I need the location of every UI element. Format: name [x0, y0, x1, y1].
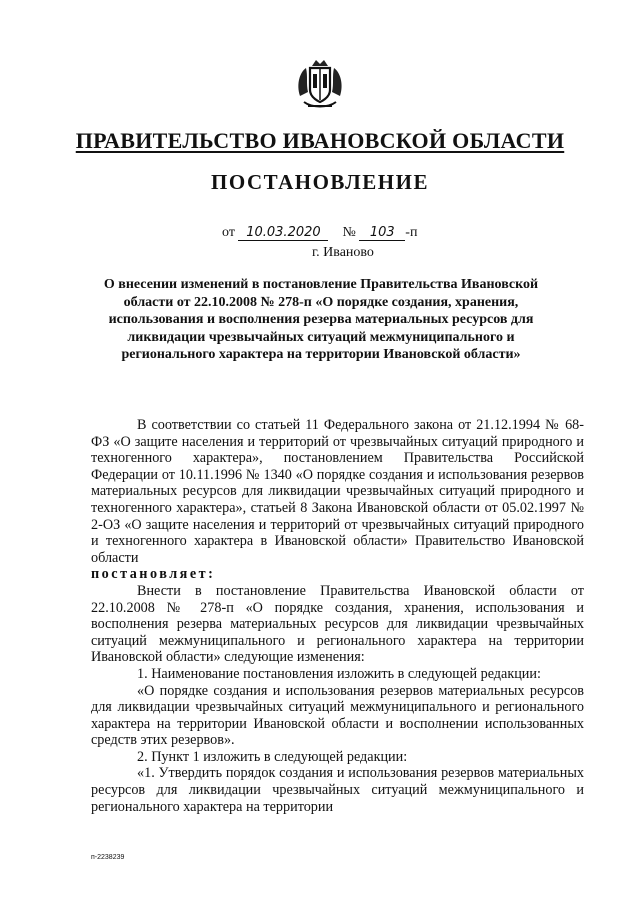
number-sign: №	[342, 225, 356, 240]
handwritten-number: 103	[359, 225, 405, 241]
city-label: г. Иваново	[312, 245, 374, 260]
paragraph-5: «1. Утвердить порядок создания и использования резервов материальных ресурсов для ликвидации чрезвычайных ситуаций межмуниципального и регионального характера на территории	[91, 765, 584, 815]
preamble-paragraph: В соответствии со статьей 11 Федерального закона от 21.12.1994 № 68-ФЗ «О защите населения и территорий от чрезвычайных ситуаций природного и техногенного характера», постановлением Правительства Российской Федерации от 10.11.1996 № 1340 «О порядке создания и использования резервов материальных ресурсов для ликвидации чрезвычайных ситуаций природного и техногенного характера», статьей 8 Закона Ивановской области от 05.02.1997 № 2-ОЗ «О защите населения и территорий от чрезвычайных ситуаций природного и техногенного характера в Ивановской области» Правительство Ивановской области	[91, 417, 584, 566]
document-body	[91, 417, 584, 815]
resolves-line: постановляет:	[91, 566, 216, 583]
handwritten-date: 10.03.2020	[238, 225, 328, 241]
paragraph-1: Внести в постановление Правительства Ивановской области от 22.10.2008 № 278-п «О порядке создания, хранения, использования и восполнения резерва материальных ресурсов для ликвидации чрезвычайных ситуаций межмуниципального и регионального характера на территории Ивановской области» следующие изменения:	[91, 582, 584, 666]
date-number-line	[222, 225, 417, 241]
paragraph-3: «О порядке создания и использования резервов материальных ресурсов для ликвидации чрезвычайных ситуаций межмуниципального и регионального характера на территории Ивановской области и восполнении использованных средств этих резервов».	[91, 682, 584, 749]
paragraph-4: 2. Пункт 1 изложить в следующей редакции:	[137, 748, 408, 765]
number-suffix: -п	[405, 225, 418, 240]
organization-title: ПРАВИТЕЛЬСТВО ИВАНОВСКОЙ ОБЛАСТИ	[75, 128, 565, 153]
date-prefix: от	[222, 225, 235, 240]
document-type-title: ПОСТАНОВЛЕНИЕ	[211, 170, 429, 194]
document-heading: О внесении изменений в постановление Правительства Ивановской области от 22.10.2008 № 278-п «О порядке создания, хранения, использования и восполнения резерва материальных ресурсов для ликвидации чрезвычайных ситуаций межмуниципального и регионального характера на территории Ивановской области»	[103, 277, 539, 362]
paragraph-2: 1. Наименование постановления изложить в следующей редакции:	[137, 665, 541, 682]
footer-code: п-2238239	[91, 854, 125, 861]
coat-of-arms-emblem	[292, 56, 348, 112]
